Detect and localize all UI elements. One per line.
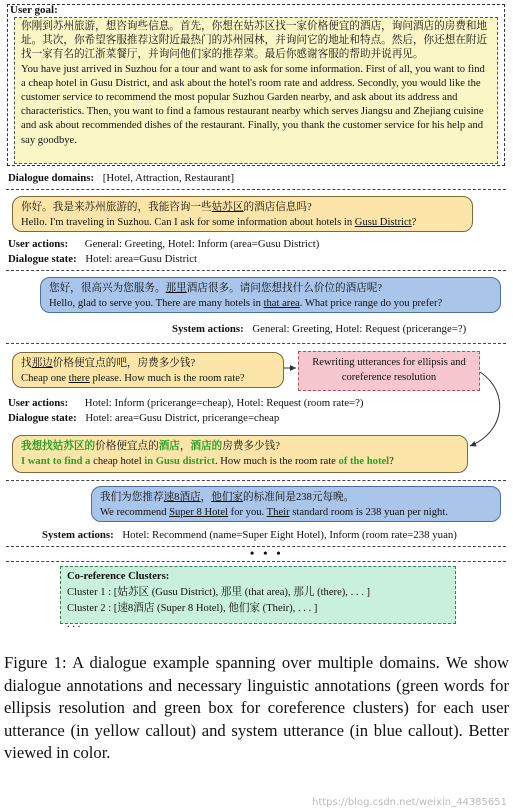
dialogue-state-2	[8, 412, 279, 425]
coref-mention: Their	[266, 507, 290, 518]
coref-mention: 姑苏区	[211, 202, 244, 213]
user-actions-label: User actions:	[8, 397, 69, 409]
user-goal-en: You have just arrived in Suzhou for a tour and want to ask for some information. First of all, you want to find a cheap hotel in Gusu District, and ask about the hotel's room rate and address. Secondly, you would like the customer service to recommend the most popular Suzhou Garden nearby, and ask about its address and characteristics. Then, you want to find a famous restaurant nearby which serves Jiangsu and Zhejiang cuisine and ask about recommended dishes of the restaurant. Finally, you thank the customer service for his help and say goodbye.	[21, 63, 485, 146]
text: . What price range do you prefer?	[299, 298, 443, 309]
coref-mention: 那边	[31, 358, 53, 369]
coref-mention: Super 8 Hotel	[169, 507, 229, 518]
user-actions-2	[8, 397, 363, 410]
text: Hello. I'm traveling in Suzhou. Can I ask for some information about hotels in	[21, 217, 355, 228]
text: 的酒店信息吗?	[243, 202, 312, 213]
coref-mention: that area	[263, 298, 300, 309]
utterance-zh	[21, 439, 459, 454]
text: 酒店很多。请问您想找什么价位的酒店呢?	[186, 283, 383, 294]
dialogue-state-label: Dialogue state:	[8, 253, 77, 265]
text: ?	[411, 217, 417, 228]
coref-cluster-more: . . .	[67, 619, 81, 630]
text: ，	[179, 441, 191, 452]
utterance-en	[21, 454, 459, 469]
user-actions-value: General: Greeting, Hotel: Inform (area=Gusu District)	[84, 238, 320, 250]
coref-cluster-2: Cluster 2 : [速8酒店 (Super 8 Hotel), 他们家 (Their), . . . ]	[67, 603, 318, 614]
user-goal-zh: 你刚到苏州旅游，想咨询些信息。首先，你想在姑苏区找一家价格便宜的酒店，询问酒店的房费和地址。其次，你希望客服推荐这附近最热门的苏州园林，并询问它的地址和特点。然后，你还想在附近找一家有名的江浙菜餐厅，并询问他们家的推荐菜。最后你感谢客服的帮助并说再见。	[21, 21, 488, 61]
utterance-en	[100, 505, 492, 520]
text: 价格便宜点的	[95, 441, 159, 452]
dialogue-domains-label: Dialogue domains:	[8, 172, 95, 184]
text: 你好。我是来苏州旅游的，我能咨询一些	[21, 202, 212, 213]
ellipsis-fill: in Gusu district	[144, 456, 215, 467]
text: 房费多少钱?	[222, 441, 280, 452]
text: Cheap one	[21, 373, 69, 384]
rewriting-note: Rewriting utterances for ellipsis and coreference resolution	[298, 351, 480, 391]
figure-caption: Figure 1: A dialogue example spanning over multiple domains. We show dialogue annotations and necessary linguistic annotations (green words for ellipsis resolution and green box for coreference clusters) for each user utterance (in yellow callout) and system utterance (in blue callout). Better viewed in color.	[4, 653, 509, 762]
arrow-to-rewritten	[470, 372, 500, 446]
utterance-zh	[100, 490, 492, 505]
text: please. How much is the room rate?	[89, 373, 245, 384]
system-actions-value: Hotel: Recommend (name=Super Eight Hotel), Inform (room rate=238 yuan)	[122, 529, 457, 541]
system-actions-2	[42, 529, 457, 542]
ellipsis-fill: of the hotel	[338, 456, 390, 467]
dialogue-state-value: Hotel: area=Gusu District, pricerange=cheap	[85, 412, 280, 424]
divider	[6, 480, 506, 481]
dialogue-state-value: Hotel: area=Gusu District	[85, 253, 198, 265]
text: cheap hotel	[90, 456, 145, 467]
text: 我们为您推荐	[100, 492, 164, 503]
coref-cluster-1: Cluster 1 : [姑苏区 (Gusu District), 那里 (that area), 那儿 (there), . . . ]	[67, 587, 371, 598]
text: . How much is the room rate	[214, 456, 339, 467]
text: 您好，很高兴为您服务。	[49, 283, 166, 294]
text: for you.	[228, 507, 267, 518]
text: standard room is 238 yuan per night.	[289, 507, 448, 518]
system-actions-label: System actions:	[42, 529, 114, 541]
coref-mention: 他们家	[211, 492, 244, 503]
ellipsis-fill: 酒店的	[190, 441, 223, 452]
text: ，	[200, 492, 212, 503]
text: ?	[389, 456, 394, 467]
user-goal-title: User goal:	[10, 4, 58, 16]
coref-title: Co-reference Clusters:	[67, 571, 170, 582]
text: 找	[21, 358, 32, 369]
user-actions-label: User actions:	[8, 238, 69, 250]
ellipsis-fill: 我想找姑苏区的	[21, 441, 96, 452]
ellipsis-fill: I want to find a	[21, 456, 91, 467]
text: We recommend	[100, 507, 170, 518]
rewritten-user-utterance	[12, 435, 468, 473]
dialogue-state-label: Dialogue state:	[8, 412, 77, 424]
divider	[6, 561, 506, 562]
system-actions-label: System actions:	[172, 323, 244, 335]
text: Hello, glad to serve you. There are many hotels in	[49, 298, 264, 309]
user-actions-value: Hotel: Inform (pricerange=cheap), Hotel: Request (room rate=?)	[84, 397, 364, 409]
coref-mention: 速8酒店	[163, 492, 201, 503]
ellipsis-dots: • • •	[250, 546, 284, 560]
ellipsis-fill: 酒店	[158, 441, 180, 452]
coreference-clusters	[60, 566, 456, 630]
system-utterance-2	[91, 486, 501, 522]
coref-mention: there	[68, 373, 90, 384]
coref-mention: 那里	[165, 283, 187, 294]
watermark: https://blog.csdn.net/weixin_44385651	[311, 797, 507, 808]
text: 价格便宜点的吧，房费多少钱?	[52, 358, 196, 369]
coref-mention: Gusu District	[354, 217, 412, 228]
dialogue-domains-value: [Hotel, Attraction, Restaurant]	[102, 172, 235, 184]
text: 的标准间是238元每晚。	[243, 492, 355, 503]
system-actions-value: General: Greeting, Hotel: Request (pricerange=?)	[252, 323, 467, 335]
